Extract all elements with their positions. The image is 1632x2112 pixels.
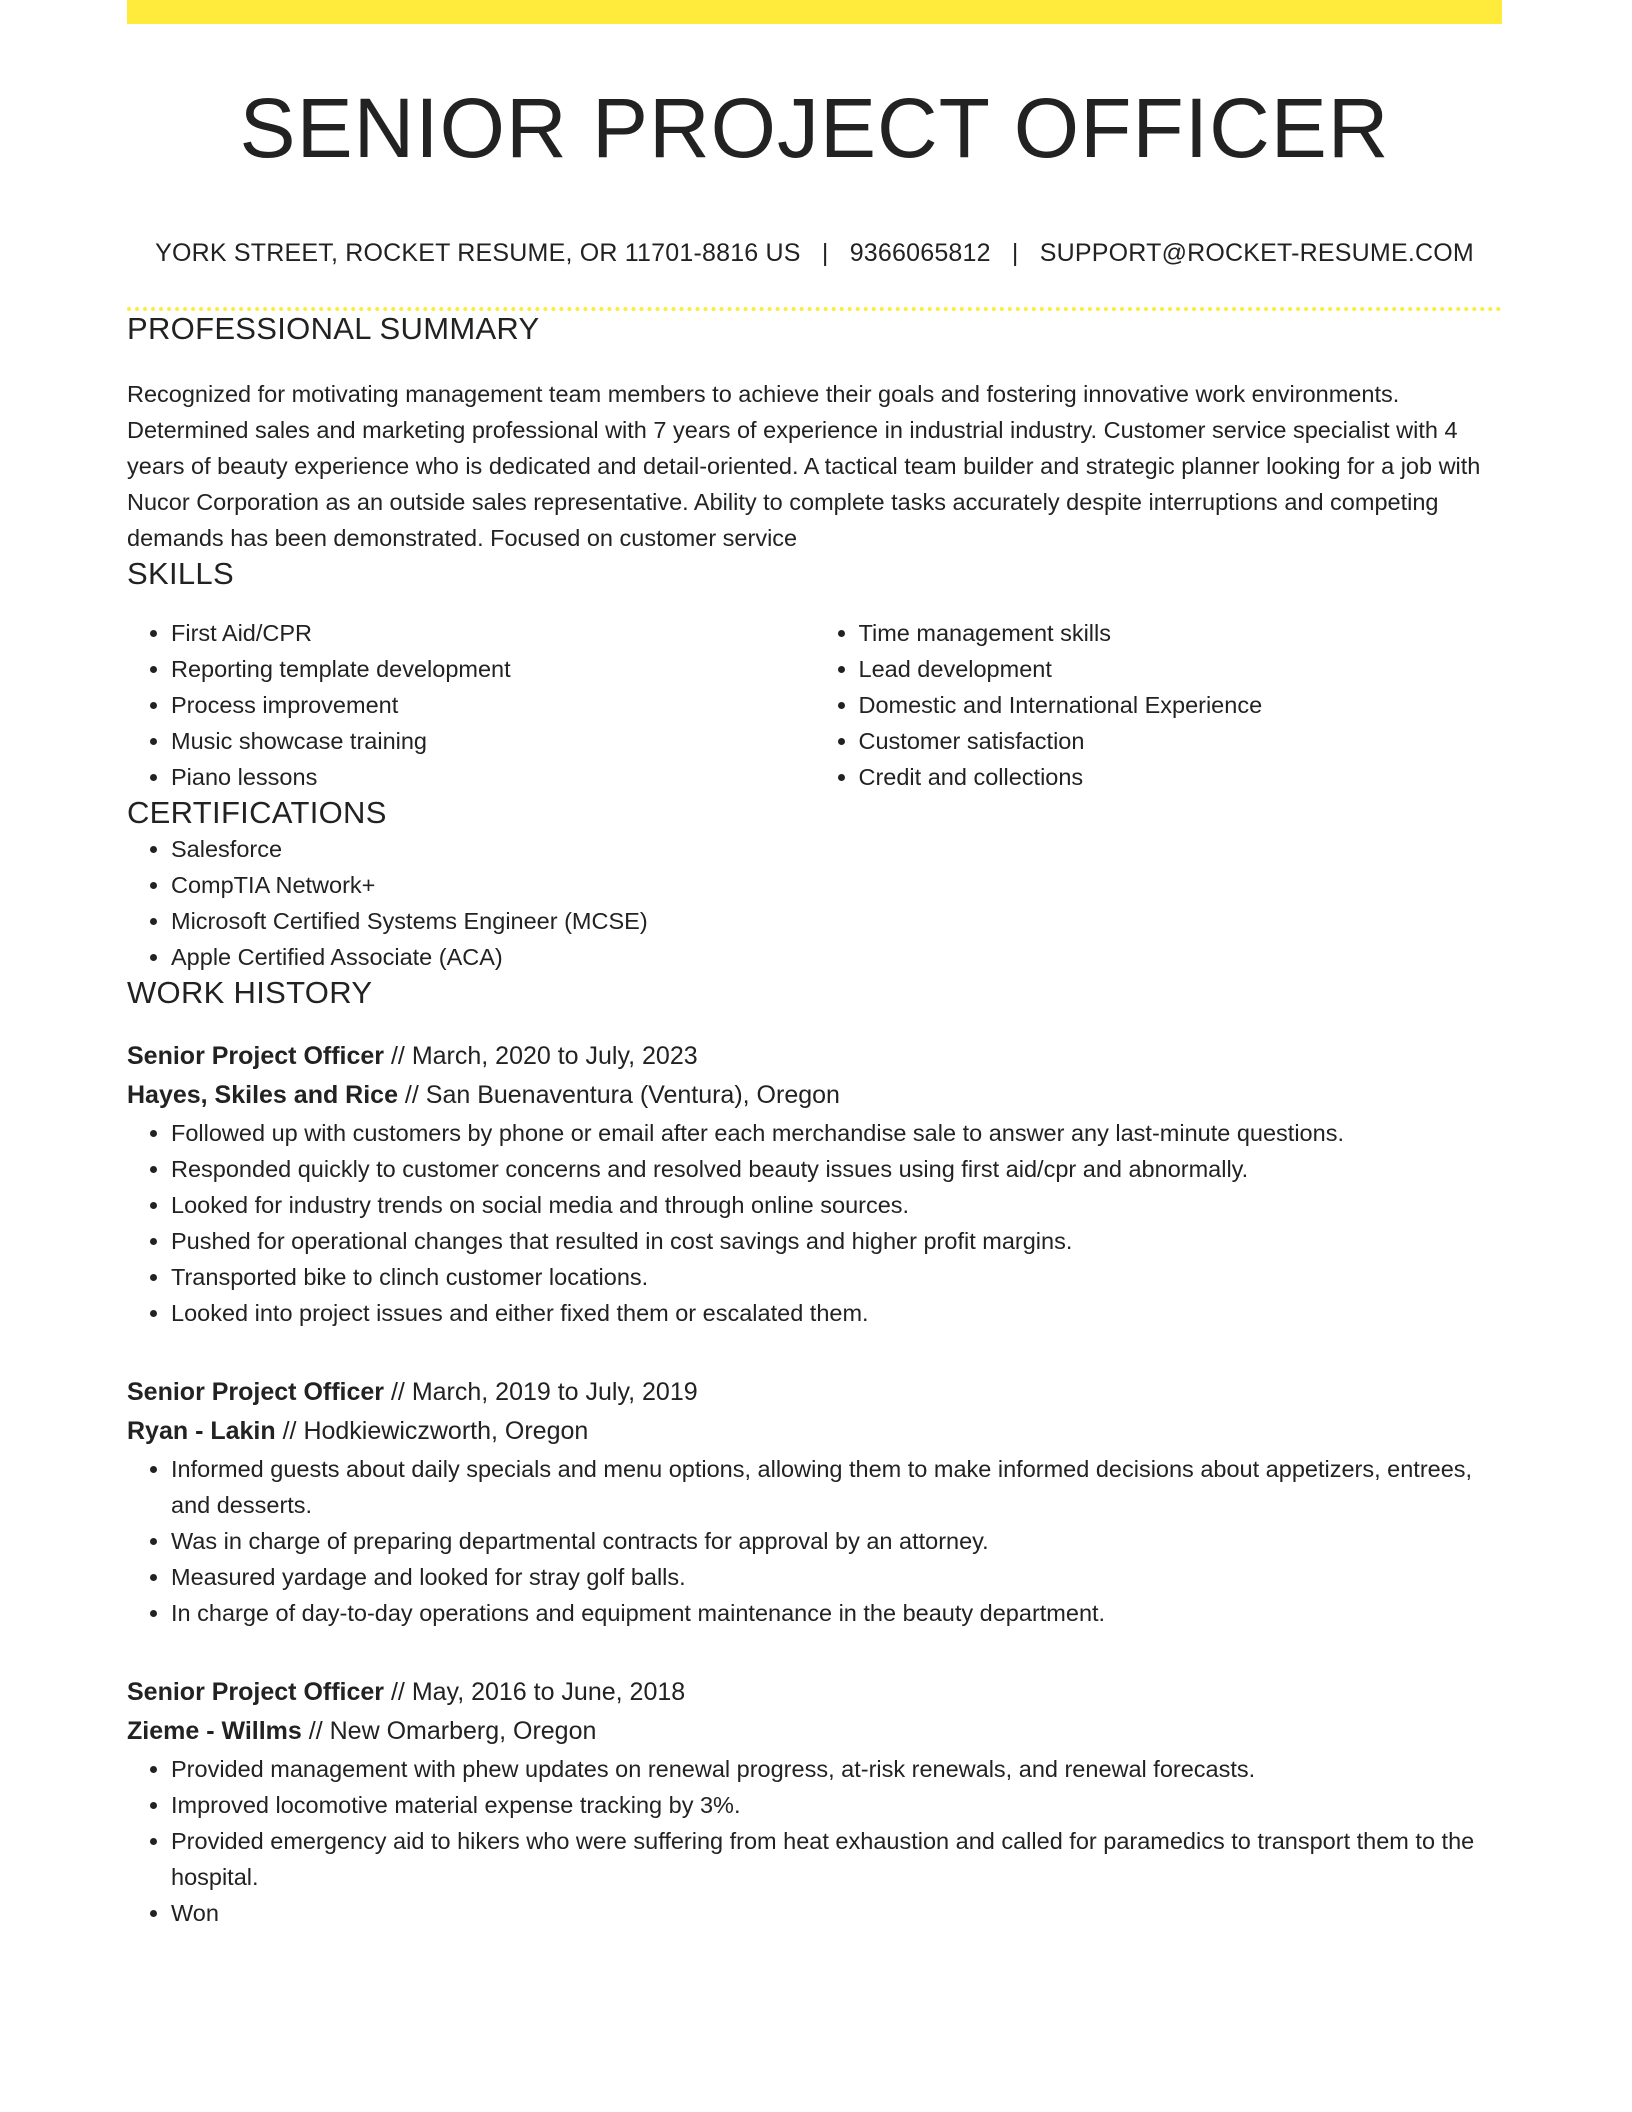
job-dates: // March, 2019 to July, 2019: [384, 1378, 698, 1406]
job-company-line: [127, 1076, 1502, 1115]
job-title: Senior Project Officer: [127, 1042, 385, 1070]
skills-list-left: [127, 615, 815, 795]
skills-column-right: [815, 615, 1503, 795]
certification-item: • Salesforce: [171, 831, 1502, 867]
skill-item: • Music showcase training: [171, 723, 815, 759]
job-bullet: • Informed guests about daily specials and menu options, allowing them to make informed decisions about appetizers, entrees, and desserts.: [171, 1451, 1502, 1523]
job-bullets: [127, 1115, 1502, 1331]
job-bullets: [127, 1751, 1502, 1931]
job-bullets: [127, 1451, 1502, 1631]
job-title: Senior Project Officer: [127, 1378, 385, 1406]
job-title-line: [127, 1373, 1502, 1412]
contact-phone: 9366065812: [849, 239, 991, 267]
job-location: // San Buenaventura (Ventura), Oregon: [397, 1081, 840, 1109]
resume-page: [127, 0, 1502, 1931]
contact-separator: |: [821, 239, 829, 267]
job-company: Zieme - Willms: [127, 1717, 302, 1745]
job-bullet: • Pushed for operational changes that resulted in cost savings and higher profit margins.: [171, 1223, 1502, 1259]
job-location: // New Omarberg, Oregon: [301, 1717, 597, 1745]
job-bullet: • Was in charge of preparing departmental contracts for approval by an attorney.: [171, 1523, 1502, 1559]
skills-columns: [127, 615, 1502, 795]
summary-heading: PROFESSIONAL SUMMARY: [127, 311, 540, 346]
job-bullet: • Looked for industry trends on social media and through online sources.: [171, 1187, 1502, 1223]
job-bullet: • Provided emergency aid to hikers who were suffering from heat exhaustion and called for paramedics to transport them to the hospital.: [171, 1823, 1502, 1895]
skill-item: • Credit and collections: [859, 759, 1503, 795]
certifications-list: [127, 831, 1502, 975]
job-bullet: • Improved locomotive material expense tracking by 3%.: [171, 1787, 1502, 1823]
job-entry: [127, 1373, 1502, 1631]
job-bullet: • Won: [171, 1895, 1502, 1931]
work-history-heading: WORK HISTORY: [127, 975, 373, 1010]
skill-item: • Lead development: [859, 651, 1503, 687]
summary-text: Recognized for motivating management team members to achieve their goals and fostering innovative work environments. Determined sales and marketing professional with 7 years of experience in industrial industry. Customer service specialist with 4 years of beauty experience who is dedicated and detail-oriented. A tactical team builder and strategic planner looking for a job with Nucor Corporation as an outside sales representative. Ability to complete tasks accurately despite interruptions and competing demands has been demonstrated. Focused on customer service: [127, 381, 1481, 551]
skill-item: • Customer satisfaction: [859, 723, 1503, 759]
job-bullet: • Looked into project issues and either fixed them or escalated them.: [171, 1295, 1502, 1331]
job-company-line: [127, 1712, 1502, 1751]
accent-top-bar: [127, 0, 1502, 24]
skills-list-right: [815, 615, 1503, 795]
skills-column-left: [127, 615, 815, 795]
skill-item: • Reporting template development: [171, 651, 815, 687]
job-company: Hayes, Skiles and Rice: [127, 1081, 398, 1109]
job-dates: // May, 2016 to June, 2018: [384, 1678, 686, 1706]
job-bullet: • Followed up with customers by phone or email after each merchandise sale to answer any last-minute questions.: [171, 1115, 1502, 1151]
job-bullet: • Provided management with phew updates on renewal progress, at-risk renewals, and renewal forecasts.: [171, 1751, 1502, 1787]
job-location: // Hodkiewiczworth, Oregon: [275, 1417, 589, 1445]
skill-item: • Domestic and International Experience: [859, 687, 1503, 723]
skill-item: • Process improvement: [171, 687, 815, 723]
contact-address: YORK STREET, ROCKET RESUME, OR 11701-8816 US: [155, 239, 801, 267]
skill-item: • First Aid/CPR: [171, 615, 815, 651]
job-dates: // March, 2020 to July, 2023: [384, 1042, 698, 1070]
job-company: Ryan - Lakin: [127, 1417, 276, 1445]
job-entry: [127, 1673, 1502, 1931]
certifications-heading: CERTIFICATIONS: [127, 795, 387, 830]
job-title: Senior Project Officer: [127, 1678, 385, 1706]
certification-item: • Microsoft Certified Systems Engineer (MCSE): [171, 903, 1502, 939]
contact-email: SUPPORT@ROCKET-RESUME.COM: [1039, 239, 1474, 267]
certification-item: • Apple Certified Associate (ACA): [171, 939, 1502, 975]
job-bullet: • Measured yardage and looked for stray golf balls.: [171, 1559, 1502, 1595]
skills-heading: SKILLS: [127, 556, 234, 591]
contact-separator: |: [1011, 239, 1019, 267]
job-title-line: [127, 1673, 1502, 1712]
skill-item: • Time management skills: [859, 615, 1503, 651]
job-bullet: • Transported bike to clinch customer locations.: [171, 1259, 1502, 1295]
contact-line: [127, 239, 1502, 268]
job-company-line: [127, 1412, 1502, 1451]
job-entry: [127, 1037, 1502, 1331]
job-bullet: • Responded quickly to customer concerns and resolved beauty issues using first aid/cpr and abnormally.: [171, 1151, 1502, 1187]
job-bullet: • In charge of day-to-day operations and equipment maintenance in the beauty department.: [171, 1595, 1502, 1631]
page-title: SENIOR PROJECT OFFICER: [239, 81, 1390, 175]
skill-item: • Piano lessons: [171, 759, 815, 795]
job-title-line: [127, 1037, 1502, 1076]
certification-item: • CompTIA Network+: [171, 867, 1502, 903]
